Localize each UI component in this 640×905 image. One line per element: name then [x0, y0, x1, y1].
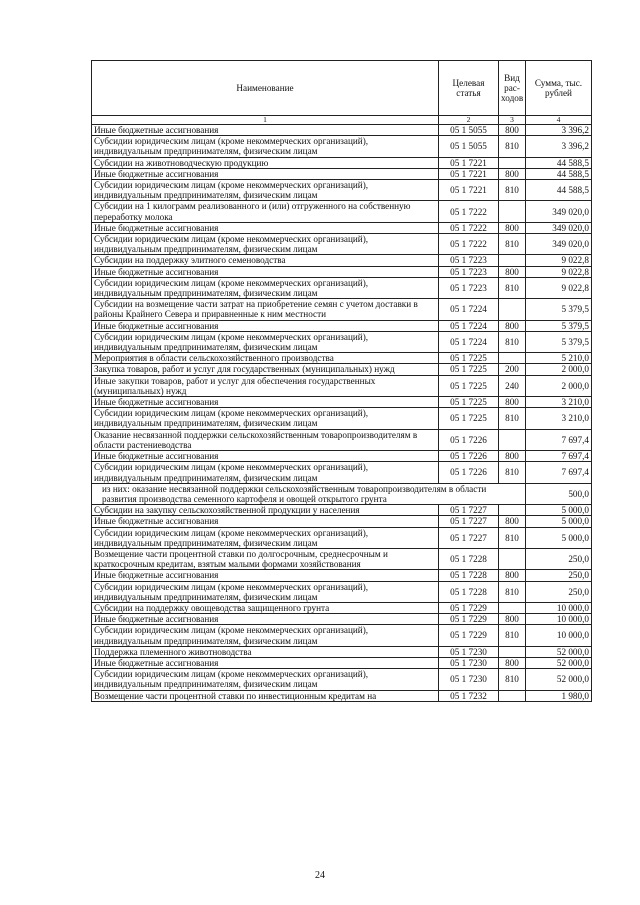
- row-sum: 44 588,5: [526, 180, 592, 201]
- table-row: [92, 331, 592, 352]
- row-name: Иные бюджетные ассигнования: [92, 320, 439, 331]
- row-type: 810: [499, 669, 526, 690]
- row-sum: 1 980,0: [526, 690, 592, 701]
- row-type: 810: [499, 408, 526, 429]
- table-row: [92, 168, 592, 179]
- row-type: 800: [499, 222, 526, 233]
- row-name: Субсидии юридическим лицам (кроме некоммерческих организаций), индивидуальным предпринимателям, физическим лицам: [92, 527, 439, 548]
- row-type: [499, 299, 526, 320]
- row-code: 05 1 7227: [439, 505, 499, 516]
- table-row: [92, 570, 592, 581]
- table-row: [92, 548, 592, 569]
- row-sum: 250,0: [526, 570, 592, 581]
- row-sum: 52 000,0: [526, 646, 592, 657]
- table-row: [92, 277, 592, 298]
- row-sum: 10 000,0: [526, 614, 592, 625]
- row-type: 810: [499, 581, 526, 602]
- row-code: 05 1 7221: [439, 157, 499, 168]
- table-row: [92, 669, 592, 690]
- row-type: [499, 353, 526, 364]
- row-code: 05 1 7225: [439, 408, 499, 429]
- row-code: 05 1 7225: [439, 353, 499, 364]
- row-code: 05 1 7230: [439, 657, 499, 668]
- table-row: [92, 266, 592, 277]
- row-sum: 3 210,0: [526, 397, 592, 408]
- row-name: Субсидии на поддержку элитного семеноводства: [92, 255, 439, 266]
- row-sum: 349 020,0: [526, 222, 592, 233]
- row-code: 05 1 7225: [439, 397, 499, 408]
- row-sum: 500,0: [526, 483, 592, 504]
- row-type: [499, 201, 526, 222]
- row-type: 200: [499, 364, 526, 375]
- row-code: 05 1 7230: [439, 646, 499, 657]
- table-row: [92, 505, 592, 516]
- header-number-4: 4: [526, 116, 592, 125]
- table-row: [92, 483, 592, 504]
- row-type: 800: [499, 614, 526, 625]
- row-code: 05 1 5055: [439, 136, 499, 157]
- document-page: [91, 60, 591, 702]
- row-sum: 52 000,0: [526, 657, 592, 668]
- row-code: 05 1 7224: [439, 331, 499, 352]
- row-sum: 5 379,5: [526, 331, 592, 352]
- table-row: [92, 516, 592, 527]
- table-row: [92, 690, 592, 701]
- row-name: Субсидии на животноводческую продукцию: [92, 157, 439, 168]
- row-code: 05 1 7232: [439, 690, 499, 701]
- row-type: 810: [499, 277, 526, 298]
- table-row: [92, 180, 592, 201]
- row-name: Поддержка племенного животноводства: [92, 646, 439, 657]
- table-row: [92, 364, 592, 375]
- row-type: 800: [499, 320, 526, 331]
- table-row: [92, 320, 592, 331]
- row-name: Субсидии юридическим лицам (кроме некоммерческих организаций), индивидуальным предпринимателям, физическим лицам: [92, 408, 439, 429]
- row-name: Иные бюджетные ассигнования: [92, 222, 439, 233]
- row-name: Иные бюджетные ассигнования: [92, 614, 439, 625]
- row-type: 800: [499, 516, 526, 527]
- row-sum: 250,0: [526, 548, 592, 569]
- row-name: Оказание несвязанной поддержки сельскохозяйственным товаропроизводителям в области растениеводства: [92, 429, 439, 450]
- row-code: 05 1 7229: [439, 614, 499, 625]
- row-sum: 349 020,0: [526, 234, 592, 255]
- table-row: [92, 255, 592, 266]
- row-name: Возмещение части процентной ставки по инвестиционным кредитам на: [92, 690, 439, 701]
- header-sum: Сумма, тыс. рублей: [526, 61, 592, 116]
- row-sum: 3 210,0: [526, 408, 592, 429]
- row-code: 05 1 7222: [439, 222, 499, 233]
- row-name: Закупка товаров, работ и услуг для государственных (муниципальных) нужд: [92, 364, 439, 375]
- row-code: 05 1 7225: [439, 375, 499, 396]
- row-name: Субсидии юридическим лицам (кроме некоммерческих организаций), индивидуальным предпринимателям, физическим лицам: [92, 669, 439, 690]
- row-code: 05 1 7226: [439, 451, 499, 462]
- row-code: 05 1 7223: [439, 266, 499, 277]
- row-sum: 44 588,5: [526, 168, 592, 179]
- row-type: 810: [499, 136, 526, 157]
- row-type: 810: [499, 180, 526, 201]
- table-row: [92, 136, 592, 157]
- table-header: [92, 61, 592, 125]
- table-row: [92, 429, 592, 450]
- row-sum: 5 000,0: [526, 527, 592, 548]
- row-code: 05 1 5055: [439, 125, 499, 136]
- row-name: Иные бюджетные ассигнования: [92, 168, 439, 179]
- row-name: Субсидии юридическим лицам (кроме некоммерческих организаций), индивидуальным предпринимателям, физическим лицам: [92, 180, 439, 201]
- row-code: 05 1 7224: [439, 299, 499, 320]
- table-row: [92, 646, 592, 657]
- table-row: [92, 602, 592, 613]
- row-type: [499, 429, 526, 450]
- row-sum: 10 000,0: [526, 625, 592, 646]
- row-type: [499, 646, 526, 657]
- row-name: Субсидии на поддержку овощеводства защищенного грунта: [92, 602, 439, 613]
- row-sum: 5 379,5: [526, 299, 592, 320]
- row-sum: 5 210,0: [526, 353, 592, 364]
- budget-table: [91, 60, 592, 702]
- row-code: 05 1 7223: [439, 277, 499, 298]
- row-sum: 7 697,4: [526, 462, 592, 483]
- row-name: Субсидии юридическим лицам (кроме некоммерческих организаций), индивидуальным предпринимателям, физическим лицам: [92, 234, 439, 255]
- row-name: Иные бюджетные ассигнования: [92, 266, 439, 277]
- row-sum: 7 697,4: [526, 451, 592, 462]
- row-sum: 52 000,0: [526, 669, 592, 690]
- row-sum: 44 588,5: [526, 157, 592, 168]
- row-type: 800: [499, 570, 526, 581]
- header-number-1: 1: [92, 116, 439, 125]
- table-row: [92, 353, 592, 364]
- row-code: 05 1 7222: [439, 234, 499, 255]
- row-sum: 3 396,2: [526, 125, 592, 136]
- row-type: 800: [499, 125, 526, 136]
- row-name: Субсидии юридическим лицам (кроме некоммерческих организаций), индивидуальным предпринимателям, физическим лицам: [92, 331, 439, 352]
- row-name: Субсидии юридическим лицам (кроме некоммерческих организаций), индивидуальным предпринимателям, физическим лицам: [92, 136, 439, 157]
- row-type: 800: [499, 168, 526, 179]
- row-type: 800: [499, 451, 526, 462]
- row-code: 05 1 7222: [439, 201, 499, 222]
- row-sum: 2 000,0: [526, 364, 592, 375]
- row-code: 05 1 7227: [439, 527, 499, 548]
- table-row: [92, 234, 592, 255]
- row-type: 800: [499, 657, 526, 668]
- table-row: [92, 451, 592, 462]
- row-code: 05 1 7226: [439, 429, 499, 450]
- row-sum: 9 022,8: [526, 255, 592, 266]
- row-sum: 9 022,8: [526, 266, 592, 277]
- page-number: 24: [315, 870, 325, 881]
- row-code: 05 1 7228: [439, 548, 499, 569]
- row-name: Иные бюджетные ассигнования: [92, 451, 439, 462]
- row-type: 810: [499, 527, 526, 548]
- row-type: 810: [499, 625, 526, 646]
- row-name: Иные бюджетные ассигнования: [92, 657, 439, 668]
- row-code: 05 1 7225: [439, 364, 499, 375]
- header-name: Наименование: [92, 61, 439, 116]
- header-number-2: 2: [439, 116, 499, 125]
- row-name: Субсидии юридическим лицам (кроме некоммерческих организаций), индивидуальным предпринимателям, физическим лицам: [92, 462, 439, 483]
- table-row: [92, 397, 592, 408]
- row-type: [499, 602, 526, 613]
- row-sum: 5 379,5: [526, 320, 592, 331]
- row-code: 05 1 7228: [439, 581, 499, 602]
- row-name: Субсидии на закупку сельскохозяйственной продукции у населения: [92, 505, 439, 516]
- row-code: 05 1 7224: [439, 320, 499, 331]
- row-sum: 10 000,0: [526, 602, 592, 613]
- row-type: 810: [499, 331, 526, 352]
- table-row: [92, 375, 592, 396]
- row-name: из них: оказание несвязанной поддержки сельскохозяйственным товаропроизводителям в области развития производства семенного картофеля и овощей открытого грунта: [92, 483, 526, 504]
- row-sum: 5 000,0: [526, 516, 592, 527]
- row-name: Мероприятия в области сельскохозяйственного производства: [92, 353, 439, 364]
- row-type: 240: [499, 375, 526, 396]
- table-row: [92, 527, 592, 548]
- row-code: 05 1 7229: [439, 602, 499, 613]
- row-name: Иные бюджетные ассигнования: [92, 397, 439, 408]
- row-name: Субсидии на 1 килограмм реализованного и (или) отгруженного на собственную переработку молока: [92, 201, 439, 222]
- table-row: [92, 125, 592, 136]
- table-row: [92, 157, 592, 168]
- row-type: 810: [499, 234, 526, 255]
- row-name: Возмещение части процентной ставки по долгосрочным, среднесрочным и краткосрочным кредитам, взятым малыми формами хозяйствования: [92, 548, 439, 569]
- row-code: 05 1 7223: [439, 255, 499, 266]
- row-sum: 250,0: [526, 581, 592, 602]
- table-row: [92, 657, 592, 668]
- row-type: 800: [499, 397, 526, 408]
- row-sum: 7 697,4: [526, 429, 592, 450]
- row-name: Субсидии на возмещение части затрат на приобретение семян с учетом доставки в районы Крайнего Севера и приравненные к ним местности: [92, 299, 439, 320]
- row-type: [499, 505, 526, 516]
- table-row: [92, 408, 592, 429]
- row-type: [499, 690, 526, 701]
- row-type: [499, 157, 526, 168]
- row-sum: 3 396,2: [526, 136, 592, 157]
- row-type: 810: [499, 462, 526, 483]
- table-row: [92, 462, 592, 483]
- row-name: Субсидии юридическим лицам (кроме некоммерческих организаций), индивидуальным предпринимателям, физическим лицам: [92, 581, 439, 602]
- row-name: Иные закупки товаров, работ и услуг для обеспечения государственных (муниципальных) нужд: [92, 375, 439, 396]
- row-type: [499, 255, 526, 266]
- row-code: 05 1 7226: [439, 462, 499, 483]
- header-number-3: 3: [499, 116, 526, 125]
- row-code: 05 1 7228: [439, 570, 499, 581]
- row-sum: 349 020,0: [526, 201, 592, 222]
- table-row: [92, 222, 592, 233]
- row-type: [499, 548, 526, 569]
- table-row: [92, 625, 592, 646]
- table-row: [92, 201, 592, 222]
- row-code: 05 1 7229: [439, 625, 499, 646]
- row-sum: 2 000,0: [526, 375, 592, 396]
- row-code: 05 1 7230: [439, 669, 499, 690]
- row-sum: 5 000,0: [526, 505, 592, 516]
- header-type: Вид рас-ходов: [499, 61, 526, 116]
- table-row: [92, 614, 592, 625]
- row-sum: 9 022,8: [526, 277, 592, 298]
- table-body: [92, 125, 592, 702]
- row-code: 05 1 7227: [439, 516, 499, 527]
- table-row: [92, 299, 592, 320]
- row-code: 05 1 7221: [439, 168, 499, 179]
- row-type: 800: [499, 266, 526, 277]
- row-code: 05 1 7221: [439, 180, 499, 201]
- row-name: Иные бюджетные ассигнования: [92, 570, 439, 581]
- row-name: Иные бюджетные ассигнования: [92, 125, 439, 136]
- row-name: Субсидии юридическим лицам (кроме некоммерческих организаций), индивидуальным предпринимателям, физическим лицам: [92, 625, 439, 646]
- table-row: [92, 581, 592, 602]
- row-name: Субсидии юридическим лицам (кроме некоммерческих организаций), индивидуальным предпринимателям, физическим лицам: [92, 277, 439, 298]
- header-code: Целевая статья: [439, 61, 499, 116]
- row-name: Иные бюджетные ассигнования: [92, 516, 439, 527]
